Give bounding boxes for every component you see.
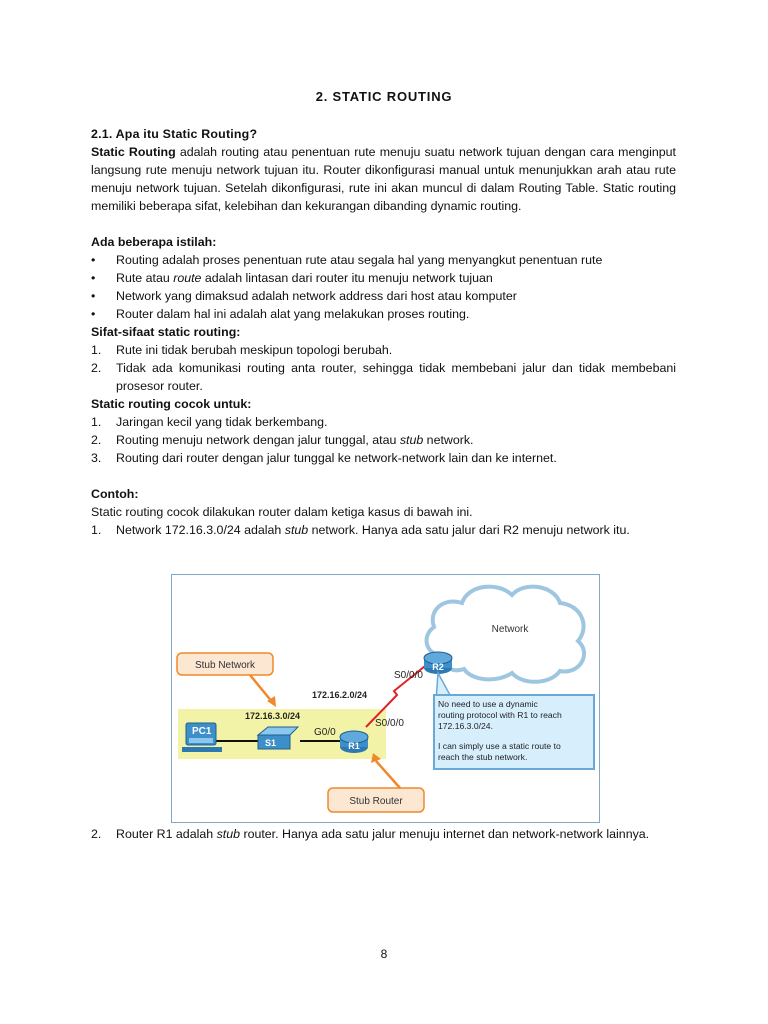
list-item: 1. Jaringan kecil yang tidak berkembang. [91,415,328,429]
note-line-3: 172.16.3.0/24. [438,721,493,731]
example-list [91,521,676,539]
router-r1-icon [340,731,368,753]
list-item: 1. Network 172.16.3.0/24 adalah stub network. Hanya ada satu jalur dari R2 menuju network itu. [91,523,630,537]
r2-label: R2 [432,662,444,672]
page-number: 8 [380,947,388,961]
list-item: 1. Rute ini tidak berubah meskipun topologi berubah. [91,343,393,357]
list-item: 2. Tidak ada komunikasi routing anta router, sehingga tidak membebani jalur dan tidak membebani prosesor router. [91,361,676,393]
list-item: 2. Router R1 adalah stub router. Hanya ada satu jalur menuju internet dan network-network lainnya. [91,827,650,841]
example-item-2 [91,825,676,843]
example-text: Static routing cocok dilakukan router dalam ketiga kasus di bawah ini. [91,505,473,519]
lan-subnet-label: 172.16.3.0/24 [245,711,301,721]
pc1-icon [182,723,222,752]
note-balloon [434,673,594,769]
stub-router-arrow [376,761,400,788]
list-item: • Router dalam hal ini adalah alat yang melakukan proses routing. [91,307,470,321]
stub-network-arrow [250,675,273,703]
note-line-1: No need to use a dynamic [438,699,538,709]
s000-r1-label: S0/0/0 [375,718,404,729]
list-item: 3. Routing dari router dengan jalur tunggal ke network-network lain dan ke internet. [91,451,557,465]
list-item: • Network yang dimaksud adalah network address dari host atau komputer [91,289,517,303]
intro-paragraph [91,143,676,215]
intro-bold-term: Static Routing [91,145,176,159]
g00-label: G0/0 [314,727,336,738]
traits-list [91,341,676,395]
note-line-5: I can simply use a static route to [438,741,561,751]
suitable-list [91,413,676,467]
chapter-heading: 2. STATIC ROUTING [315,89,453,104]
switch-label: S1 [265,738,277,748]
section-heading: 2.1. Apa itu Static Routing? [91,127,258,141]
r1-label: R1 [348,741,360,751]
note-line-6: reach the stub network. [438,752,528,762]
intro-text: adalah routing atau penentuan rute menuju suatu network tujuan dengan cara menginput langsung rute menuju network tujuan itu. Router dikonfigurasi manual untuk menunjukkan arah atau rute menuju network tujuan. Setelah dikonfigurasi, rute ini akan muncul di dalam Routing Table. Static routing memiliki beberapa sifat, kelebihan dan kekurangan dibanding dynamic routing. [91,145,676,213]
note-line-2: routing protocol with R1 to reach [438,710,562,720]
pc1-label: PC1 [192,726,212,737]
router-r2-icon [424,652,452,674]
suitable-title: Static routing cocok untuk: [91,397,252,411]
terms-title: Ada beberapa istilah: [91,235,217,249]
stub-router-label: Stub Router [349,796,403,807]
main-text [91,125,676,539]
network-diagram [171,574,600,823]
s000-r2-label: S0/0/0 [394,670,423,681]
terms-list [91,251,676,323]
stub-network-label: Stub Network [194,660,256,671]
example-title: Contoh: [91,487,139,501]
list-item: 2. Routing menuju network dengan jalur tunggal, atau stub network. [91,433,474,447]
list-item: • Rute atau route adalah lintasan dari router itu menuju network tujuan [91,271,493,285]
wan-subnet-label: 172.16.2.0/24 [312,690,368,700]
cloud-label: Network [491,624,529,635]
list-item: • Routing adalah proses penentuan rute atau segala hal yang menyangkut penentuan rute [91,253,603,267]
traits-title: Sifat-sifaat static routing: [91,325,241,339]
